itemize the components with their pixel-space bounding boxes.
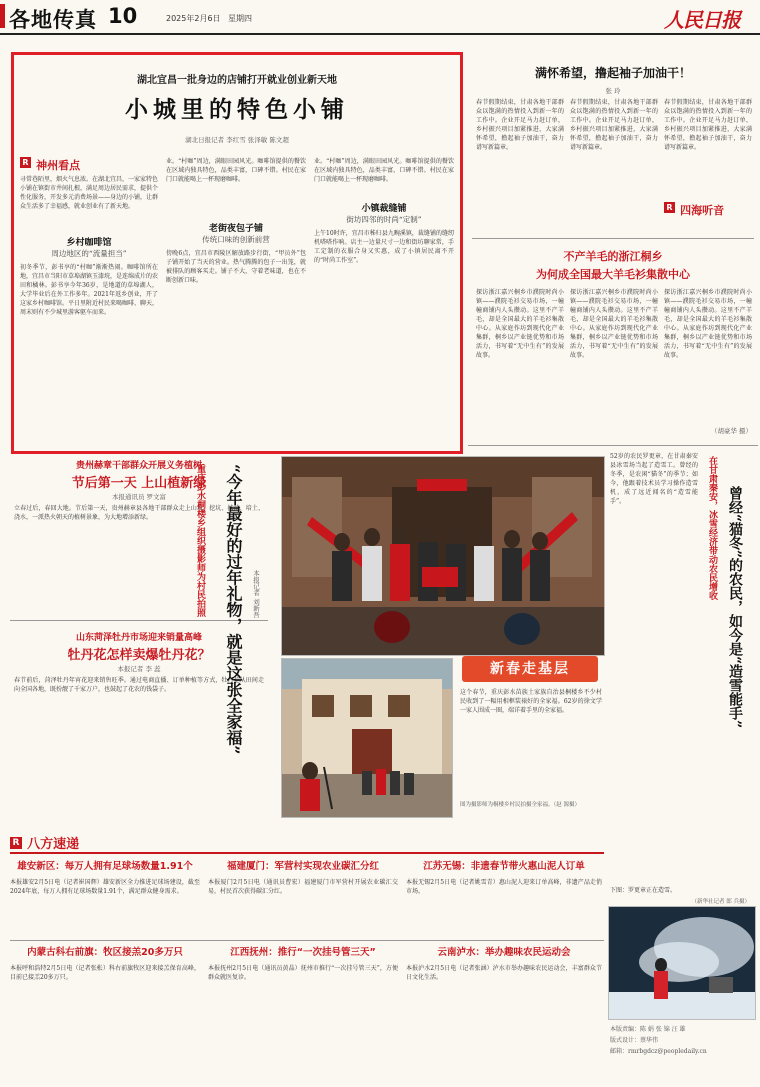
brief-title: 福建厦门：军营村实现农业碳汇分红 xyxy=(226,861,379,872)
gansu-title: 满怀希望，撸起袖子加油干！ xyxy=(534,66,691,80)
lead-intro: 寻常巷陌里，烟火气息浓。在湖北宜昌，一家家特色小铺在镇街市井间扎根，满足周边居民需求，提供个性化服务，开发多元消费场景——身边的小铺，让群众生活多了幸福感，就业创业有了新天地。 xyxy=(20,176,158,210)
brief-body: 本报抚州2月5日电（通讯员黄晶）抚州市推行“一次挂号管三天”，方便群众就医复诊。 xyxy=(208,965,398,981)
section-red-tab xyxy=(0,4,5,28)
issue-weekday: 星期四 xyxy=(228,14,252,23)
tongxiang-article xyxy=(472,242,754,442)
farmer-credit: （新华社记者 郎 兵摄） xyxy=(691,899,750,905)
brief-item xyxy=(10,858,200,938)
masthead-rule xyxy=(0,33,760,35)
family-photo xyxy=(281,456,605,656)
guizhou-kicker: 贵州赫章干部群众开展义务植树 xyxy=(75,461,202,471)
brief-title: 雄安新区：每万人拥有足球场数量1.91个 xyxy=(17,861,193,872)
farmer-caption: 下图：罗更章正在造雪。 xyxy=(610,887,677,894)
lead-subhead-3b: 街坊四邻的时尚“定制” xyxy=(346,215,422,224)
column-tag-label: 四海听音 xyxy=(680,205,725,217)
tongxiang-byline: （胡豪华 摄） xyxy=(710,427,752,435)
brief-header xyxy=(10,832,600,850)
photo-story-title: “今年最好的过年礼物，就是这张全家福” xyxy=(224,464,243,755)
divider xyxy=(468,445,758,446)
brief-title: 云南泸水：举办趣味农民运动会 xyxy=(437,947,571,958)
snow-maker-photo xyxy=(608,906,756,1020)
brief-item xyxy=(406,944,602,1080)
farmer-kicker: 在甘肃秦安，冰雪经济带动农民增收 xyxy=(707,456,717,600)
family-photo-illustration xyxy=(282,457,604,655)
lead-subhead-1b: 周边地区的“流量担当” xyxy=(51,249,127,258)
farmer-body: 52岁的农民罗更章，在甘肃秦安县冰雪场当起了造雪工。曾经的冬季，是农闲“猫冬”的季节；如今，他跟着技术员学习操作造雪机，成了远近闻名的“造雪能手”。 xyxy=(610,453,698,505)
newspaper-logo: 人民日报 xyxy=(664,8,740,32)
column-tag-label: 神州看点 xyxy=(36,160,81,172)
new-year-stamp-label: 新春走基层 xyxy=(490,661,570,677)
brief-item xyxy=(10,944,200,1080)
issue-date: 2025年2月6日 xyxy=(166,14,221,23)
brief-icon: R xyxy=(10,837,22,849)
masthead xyxy=(0,0,760,36)
credit-design: 版式设计：蔡华伟 xyxy=(610,1037,659,1044)
gansu-author: 张 玲 xyxy=(605,87,621,95)
lead-subhead-2b: 传统口味的创新前营 xyxy=(202,235,270,244)
photo-story-byline: 本报记者 刘新吾 xyxy=(252,570,260,618)
brief-header-rule xyxy=(10,852,604,854)
lead-kicker: 湖北宜昌一批身边的店铺打开就业创业新天地 xyxy=(137,75,337,86)
lead-body-col2b: 傍晚6点，宜昌市西陵区解放路步行街，“甲员外”包子铺开始了当天的营业。热气腾腾的包子一出笼，就被排队的顾客买走。铺子不大，守着老味道，也在不断创新口味。 xyxy=(166,250,306,284)
guizhou-title: 节后第一天 上山植新绿 xyxy=(71,476,207,491)
brief-item xyxy=(406,858,602,938)
tongxiang-body-1: 探访浙江嘉兴桐乡市濮院时尚小镇——濮院毛衫交易市场，一幢幢商铺内人头攒动。这里不产羊毛，却是全国最大的羊毛衫集散中心。从家庭作坊到现代化产业集群，桐乡以产业链优势和市场活力，书写着“无中生有”的发展故事。 xyxy=(476,289,564,359)
lead-story-box xyxy=(11,52,463,454)
credit-email: 邮箱：rmrbgdcz@peopledaily.cn xyxy=(610,1048,707,1055)
brief-title: 江西抚州：推行“一次挂号管三天” xyxy=(230,947,376,958)
brief-item xyxy=(208,858,398,938)
lead-body-col1: 初冬季节，彭书享的“村咖”渐渐热闹。咖啡馆所在地，宜昌市当阳市草埠湖镇玉漆垸，是连绵成片的农田和橘林。彭书享今年36岁，是地道的草埠湖人，大学毕业后在外工作多年。2021年返乡创业，开了这家乡村咖啡馆。平日里附近村民来喝咖啡、聊天，周末则有不少城里游客驱车而来。 xyxy=(20,264,158,316)
brief-body: 本报无锡2月5日电（记者姚雪青）惠山泥人迎来订单高峰，非遗产品走俏市场。 xyxy=(406,879,602,895)
peony-body: 春节前后，菏泽牡丹年宵花迎来销售旺季。通过电商直播、订单种植等方式，牡丹花从田间走向全国各地，既扮靓了千家万户，也鼓起了花农的钱袋子。 xyxy=(14,677,264,693)
brief-title: 内蒙古科右前旗：牧区接羔20多万只 xyxy=(27,947,183,958)
peony-title: 牡丹花怎样卖爆牡丹花？ xyxy=(67,648,211,663)
gansu-article xyxy=(472,52,754,234)
brief-title: 江苏无锡：非遗春节带火惠山泥人订单 xyxy=(423,861,585,872)
column-tag-sihai xyxy=(664,202,754,216)
gansu-body-3: 春节假期结束，甘肃各地干部群众以饱满的热情投入到新一年的工作中。企业开足马力赶订单，乡村振兴项目加紧推进，大家满怀希望，撸起袖子加油干，奋力谱写新篇章。 xyxy=(664,99,752,151)
brief-body: 本报雄安2月5日电（记者崔国辉）雄安新区全力推进足球场建设，截至2024年底，每万人拥有足球场数量1.91个，满足群众健身需求。 xyxy=(10,879,200,895)
section-name: 各地传真 xyxy=(9,8,97,32)
gansu-body-2: 春节假期结束，甘肃各地干部群众以饱满的热情投入到新一年的工作中。企业开足马力赶订单，乡村振兴项目加紧推进，大家满怀希望，撸起袖子加油干，奋力谱写新篇章。 xyxy=(570,99,658,151)
divider xyxy=(472,238,754,239)
brief-body: 本报厦门2月5日电（通讯员曹宏）福建厦门市军营村开展农业碳汇交易，村民首次获得碳汇分红。 xyxy=(208,879,398,895)
divider xyxy=(10,940,604,941)
column-tag-icon: R xyxy=(664,202,675,213)
gansu-body-1: 春节假期结束，甘肃各地干部群众以饱满的热情投入到新一年的工作中。企业开足马力赶订单，乡村振兴项目加紧推进，大家满怀希望，撸起袖子加油干，奋力谱写新篇章。 xyxy=(476,99,564,151)
snow-maker-illustration xyxy=(609,907,755,1019)
lead-title: 小城里的特色小铺 xyxy=(125,97,349,123)
photo-story-credit: 图为摄影师为桐楼乡村民拍摄全家福。（赵 源摄） xyxy=(460,802,580,808)
lead-subhead-3: 小镇裁缝铺 xyxy=(361,204,407,214)
column-tag-icon: R xyxy=(20,157,31,168)
new-year-stamp xyxy=(462,656,598,682)
brief-body: 本报呼和浩特2月5日电（记者张枨）科右前旗牧区迎来接羔保育高峰，目前已接羔20多万只。 xyxy=(10,965,200,981)
page-credits xyxy=(610,1024,756,1076)
column-tag-shenzhou xyxy=(20,157,160,171)
lead-body-col3a: 业。“村咖”周边，满眼田园风光。咖啡馆提供的餐饮在区域内独具特色，品类丰富，口碑不错。村民在家门口就能喝上一杯现磨咖啡。 xyxy=(314,158,454,183)
guizhou-body: 立春过后，春回大地。节后第一天，贵州赫章县各地干部群众走上山坡，挖坑、扶苗、培土、浇水，一派热火朝天的植树景象，为大地增添新绿。 xyxy=(14,505,264,521)
brief-body: 本报泸水2月5日电（记者张涵）泸水市举办趣味农民运动会，丰富群众节日文化生活。 xyxy=(406,965,602,981)
lead-subhead-2: 老街夜包子铺 xyxy=(208,224,263,234)
tongxiang-title-1: 不产羊毛的浙江桐乡 xyxy=(563,250,663,263)
photo-story-caption: 这个春节，重庆彭水苗族土家族自治县桐楼乡不少村民收到了一幅用相框装裱好的全家福。62岁的徐文学一家人围成一圈，端详着手里的全家福。 xyxy=(460,689,602,714)
courtyard-photo xyxy=(281,658,453,818)
courtyard-photo-illustration xyxy=(282,659,452,817)
brief-header-label: 八方速递 xyxy=(27,836,80,851)
page-number: 10 xyxy=(108,4,138,28)
peony-kicker: 山东菏泽牡丹市场迎来销量高峰 xyxy=(75,633,202,643)
guizhou-byline: 本报通讯员 罗文富 xyxy=(111,493,167,501)
tongxiang-body-3: 探访浙江嘉兴桐乡市濮院时尚小镇——濮院毛衫交易市场，一幢幢商铺内人头攒动。这里不产羊毛，却是全国最大的羊毛衫集散中心。从家庭作坊到现代化产业集群，桐乡以产业链优势和市场活力，书写着“无中生有”的发展故事。 xyxy=(664,289,752,359)
peony-byline: 本报记者 李 蕊 xyxy=(117,665,161,673)
credit-editors: 本版责编：陈 娟 张 锦 汪 雄 xyxy=(610,1026,686,1033)
lead-body-col2a: 业。“村咖”周边，满眼田园风光。咖啡馆提供的餐饮在区域内独具特色，品类丰富，口碑不错。村民在家门口就能喝上一杯现磨咖啡。 xyxy=(166,158,306,183)
lead-byline: 湖北日报记者 李红雪 张泽敏 陈文超 xyxy=(185,136,289,144)
tongxiang-title-2: 为何成全国最大羊毛衫集散中心 xyxy=(536,268,690,281)
lead-body-col3b: 上午10时许，宜昌市秭归县九畹溪镇，裁缝铺的缝纫机嗒嗒作响。店主一边量尺寸一边和街坊聊家常，手工定制的衣服合身又实惠，成了小镇居民离不开的“时尚工作室”。 xyxy=(314,230,454,264)
farmer-title: 曾经“猫冬”的农民，如今是“造雪能手” xyxy=(727,486,743,729)
tongxiang-body-2: 探访浙江嘉兴桐乡市濮院时尚小镇——濮院毛衫交易市场，一幢幢商铺内人头攒动。这里不产羊毛，却是全国最大的羊毛衫集散中心。从家庭作坊到现代化产业集群，桐乡以产业链优势和市场活力，书写着“无中生有”的发展故事。 xyxy=(570,289,658,359)
lead-subhead-1: 乡村咖啡馆 xyxy=(66,238,112,248)
brief-item xyxy=(208,944,398,1080)
photo-story-kicker: 重庆彭水桐楼乡组织摄影师为村民拍照 xyxy=(195,464,205,617)
